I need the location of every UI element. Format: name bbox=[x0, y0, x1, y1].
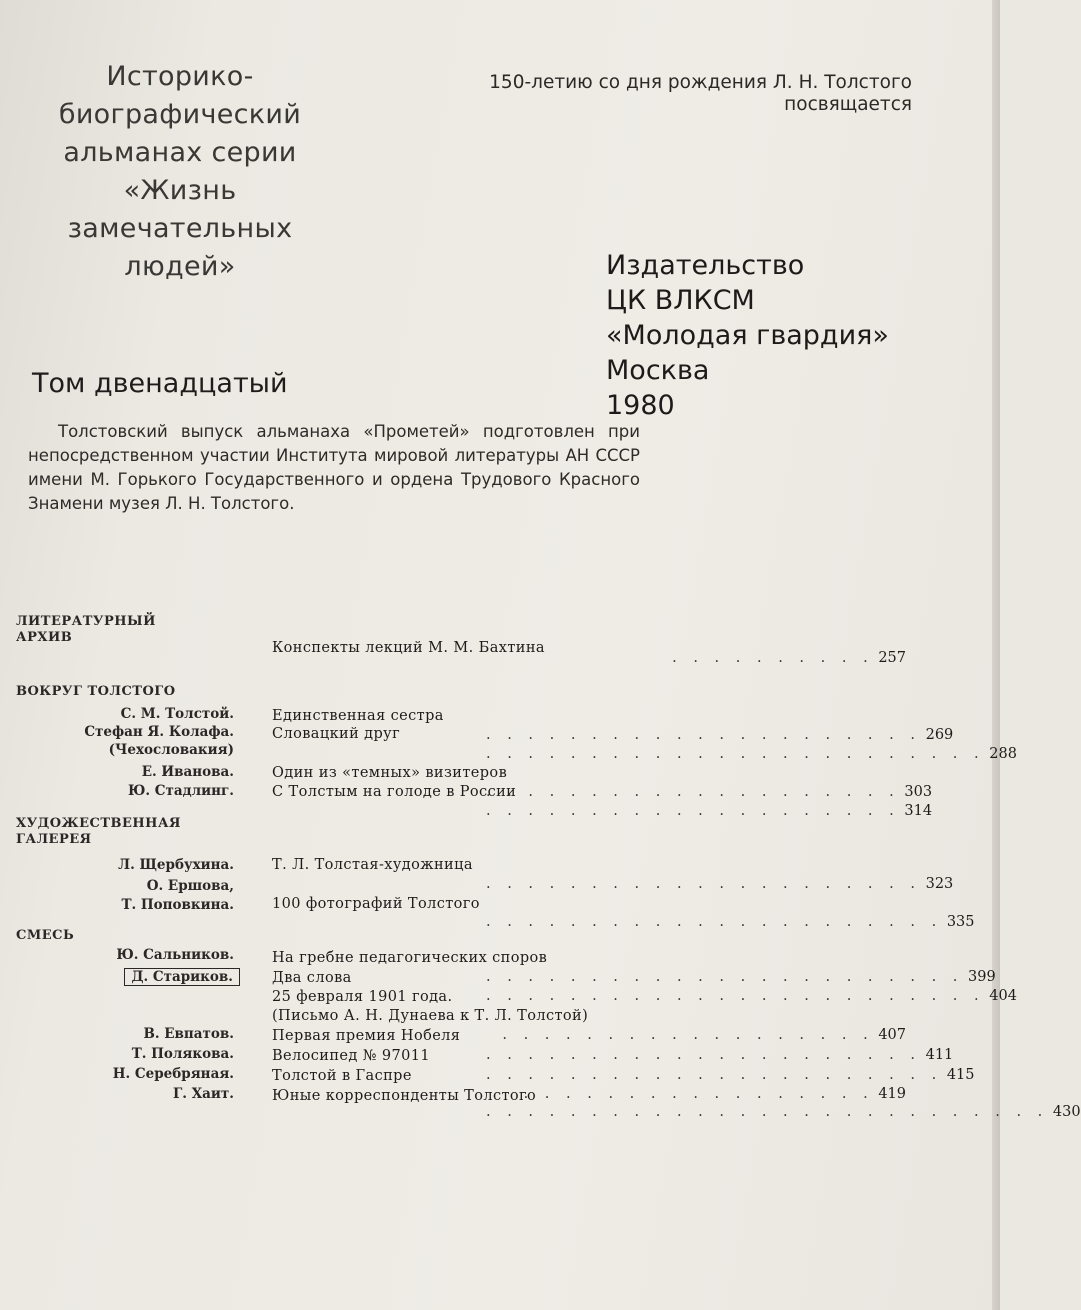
section-title-line: ХУДОЖЕСТВЕННАЯ bbox=[16, 816, 182, 831]
toc-title: Т. Л. Толстая-художница bbox=[272, 857, 473, 873]
toc-title: На гребне педагогических споров bbox=[272, 950, 548, 966]
toc-section-title bbox=[16, 928, 236, 944]
publisher-line: 1980 bbox=[606, 390, 675, 421]
page-number-value: 257 bbox=[878, 650, 906, 666]
toc-title: Один из «темных» визитеров bbox=[272, 765, 508, 781]
page-number-value: 404 bbox=[989, 988, 1017, 1004]
toc-author-highlighted: Д. Стариков. bbox=[124, 968, 240, 986]
toc-title: Первая премия Нобеля bbox=[272, 1028, 461, 1044]
publisher-line: ЦК ВЛКСМ bbox=[606, 285, 755, 316]
toc-page-number: . . . . . . . . . . . . . . . . . . . . 303 bbox=[486, 784, 933, 800]
publisher-line: Издательство bbox=[606, 250, 805, 281]
toc-title: Толстой в Гаспре bbox=[272, 1068, 412, 1084]
toc-author: О. Ершова, bbox=[146, 878, 234, 894]
series-line: людей» bbox=[124, 251, 236, 282]
toc-title: 100 фотографий Толстого bbox=[272, 896, 480, 912]
page-number-value: 323 bbox=[925, 876, 954, 892]
toc-title: Юные корреспонденты Толстого bbox=[272, 1088, 537, 1104]
toc-page-number: . . . . . . . . . . . . . . . . . . 407 bbox=[502, 1027, 906, 1043]
toc-page-number: . . . . . . . . . . . . . . . . . . . . . . . . . . . 430 bbox=[486, 1104, 1081, 1120]
toc-page-number: . . . . . . . . . . . . . . . . . 419 bbox=[523, 1086, 906, 1102]
section-title-line: СМЕСЬ bbox=[16, 928, 75, 943]
toc-page-number: . . . . . . . . . . . . . . . . . . . . . . 415 bbox=[486, 1067, 975, 1083]
toc-author: Н. Серебряная. bbox=[112, 1066, 234, 1082]
toc-author: Л. Щербухина. bbox=[118, 857, 234, 873]
publisher-line: «Молодая гвардия» bbox=[606, 320, 889, 351]
toc-author: Т. Поповкина. bbox=[121, 897, 234, 913]
toc-title: (Письмо А. Н. Дунаева к Т. Л. Толстой) bbox=[272, 1008, 589, 1024]
dedication bbox=[392, 72, 912, 116]
toc-author: Ю. Стадлинг. bbox=[127, 783, 234, 799]
page-number-value: 399 bbox=[968, 969, 996, 985]
toc-author: (Чехословакия) bbox=[108, 742, 234, 758]
page-number-value: 314 bbox=[904, 803, 933, 819]
page-number-value: 335 bbox=[946, 914, 975, 930]
toc-author: Ю. Сальников. bbox=[116, 947, 234, 963]
dedication-line: 150-летию со дня рождения Л. Н. Толстого bbox=[489, 72, 912, 93]
section-title-line: АРХИВ bbox=[16, 630, 73, 645]
section-title-line: ГАЛЕРЕЯ bbox=[16, 832, 92, 847]
toc-author: Т. Полякова. bbox=[131, 1046, 234, 1062]
toc-title: Словацкий друг bbox=[272, 726, 401, 742]
toc-page-number: . . . . . . . . . . . . . . . . . . . . . 323 bbox=[486, 876, 954, 892]
toc-page-number: . . . . . . . . . . 257 bbox=[672, 650, 906, 666]
toc-page-number: . . . . . . . . . . . . . . . . . . . . . 411 bbox=[486, 1047, 954, 1063]
page-number-value: 419 bbox=[878, 1086, 906, 1102]
page-number-value: 269 bbox=[925, 727, 954, 743]
publisher-block bbox=[606, 248, 986, 423]
toc-page-number: . . . . . . . . . . . . . . . . . . . . . 269 bbox=[486, 727, 954, 743]
series-line: альманах серии bbox=[63, 137, 297, 168]
toc-title: Конспекты лекций М. М. Бахтина bbox=[272, 640, 545, 656]
toc-title: 25 февраля 1901 года. bbox=[272, 989, 453, 1005]
toc-page-number: . . . . . . . . . . . . . . . . . . . . 314 bbox=[486, 803, 933, 819]
toc-author: Стефан Я. Колафа. bbox=[84, 724, 234, 740]
toc-author: С. М. Толстой. bbox=[120, 706, 234, 722]
page-number-value: 407 bbox=[878, 1027, 906, 1043]
page-number-value: 303 bbox=[904, 784, 933, 800]
toc-title: С Толстым на голоде в России bbox=[272, 784, 517, 800]
page-number-value: 288 bbox=[989, 746, 1017, 762]
toc-page-number: . . . . . . . . . . . . . . . . . . . . . . 335 bbox=[486, 914, 975, 930]
toc-author: Г. Хаит. bbox=[172, 1086, 234, 1102]
series-title bbox=[20, 58, 340, 286]
series-line: «Жизнь bbox=[123, 175, 237, 206]
toc-title: Единственная сестра bbox=[272, 708, 444, 724]
section-title-line: ЛИТЕРАТУРНЫЙ bbox=[16, 614, 156, 629]
toc-title: Два слова bbox=[272, 970, 352, 986]
toc-section-title bbox=[16, 614, 236, 646]
toc-author: Е. Иванова. bbox=[141, 764, 234, 780]
toc-page-number: . . . . . . . . . . . . . . . . . . . . . . . 399 bbox=[486, 969, 996, 985]
toc-page-number: . . . . . . . . . . . . . . . . . . . . . . . . 288 bbox=[486, 746, 1017, 762]
page-number-value: 430 bbox=[1052, 1104, 1081, 1120]
toc-title: Велосипед № 97011 bbox=[272, 1048, 431, 1064]
series-line: замечательных bbox=[67, 213, 293, 244]
toc-section-title bbox=[16, 816, 236, 848]
edition-note: Толстовский выпуск альманаха «Прометей» подготовлен при непосредственном участии Института мировой литературы АН СССР имени М. Горького Государственного и ордена Трудового Красного Знамени музея Л. Н. Толстого. bbox=[28, 422, 640, 513]
toc-author: В. Евпатов. bbox=[143, 1026, 234, 1042]
toc-page-number: . . . . . . . . . . . . . . . . . . . . . . . . 404 bbox=[486, 988, 1017, 1004]
page-number-value: 411 bbox=[925, 1047, 954, 1063]
dedication-line: посвящается bbox=[784, 94, 912, 115]
toc-section-title bbox=[16, 684, 236, 700]
series-line: биографический bbox=[58, 99, 302, 130]
section-title-line: ВОКРУГ ТОЛСТОГО bbox=[16, 684, 176, 699]
series-line: Историко- bbox=[106, 61, 254, 92]
publisher-line: Москва bbox=[606, 355, 710, 386]
volume-title: Том двенадцатый bbox=[32, 368, 288, 399]
page-number-value: 415 bbox=[946, 1067, 975, 1083]
